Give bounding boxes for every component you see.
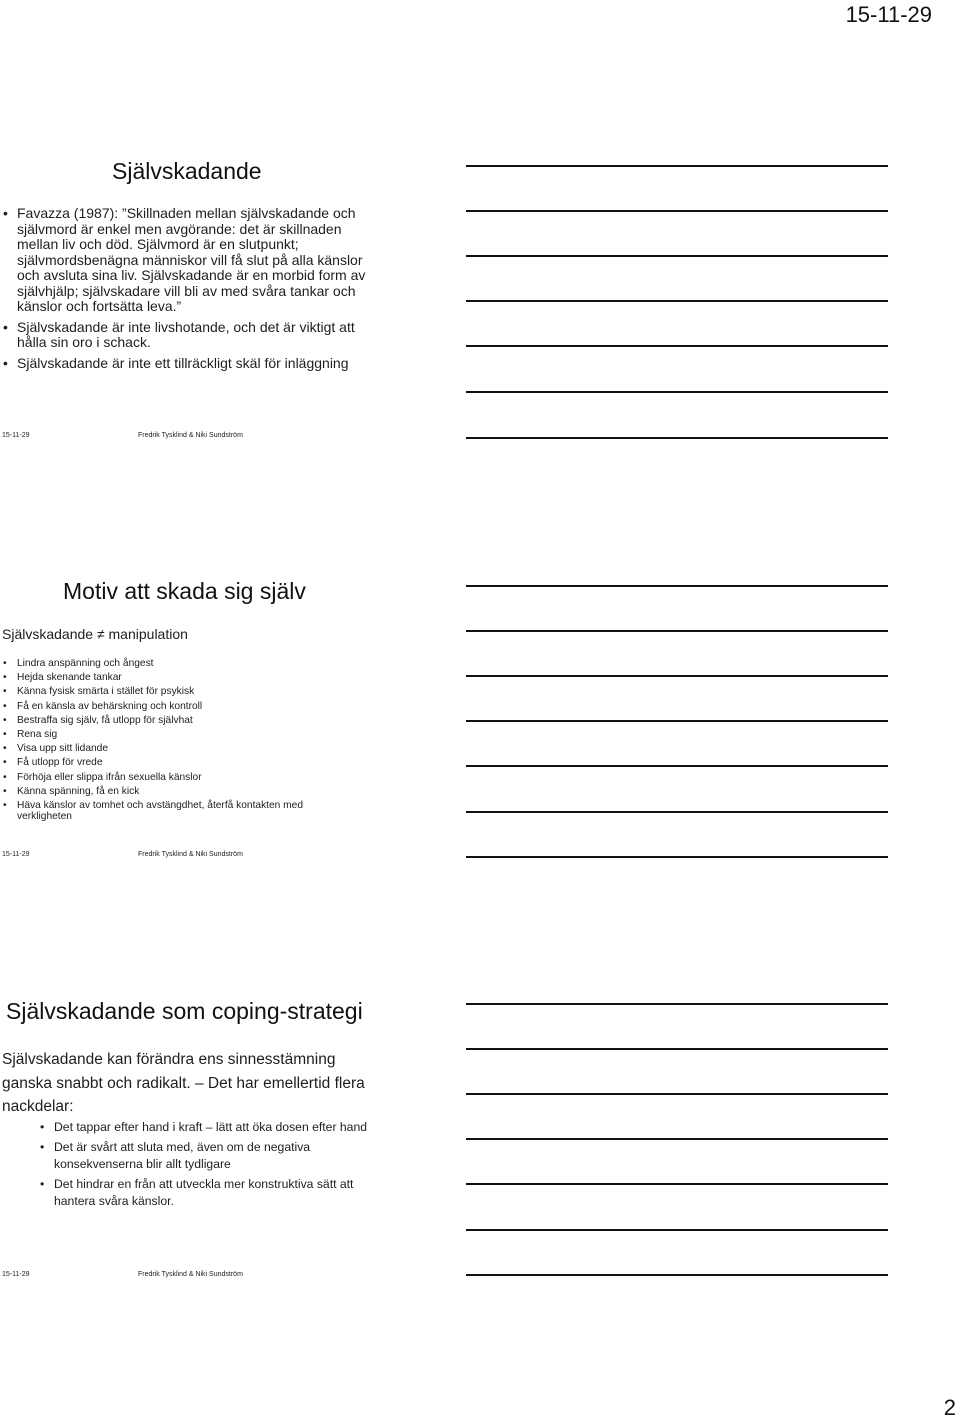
note-line [466,210,888,212]
note-line [466,391,888,393]
footer-date: 15-11-29 [2,1271,30,1278]
note-line [466,1003,888,1005]
note-line [466,255,888,257]
page-date: 15-11-29 [845,2,932,27]
notes-lines [466,585,888,865]
note-line [466,765,888,767]
list-item: • Häva känslor av tomhet och avstängdhet, återfå kontakten med verkligheten [17,800,337,823]
list-item: • Visa upp sitt lidande [17,743,337,754]
note-line [466,1138,888,1140]
list-item: • Förhöja eller slippa ifrån sexuella känslor [17,772,337,783]
bullet-list [17,206,379,376]
note-line [466,437,888,439]
note-line [466,856,888,858]
slide-title: Motiv att skada sig själv [63,578,306,604]
note-line [466,811,888,813]
list-item: • Känna fysisk smärta i stället för psykisk [17,686,337,697]
list-item: • Självskadande är inte ett tillräckligt skäl för inläggning [17,356,379,372]
note-line [466,1229,888,1231]
notes-lines [466,1003,888,1283]
notes-lines [466,165,888,445]
footer-authors: Fredrik Tysklind & Niki Sundström [138,851,243,858]
slide-title: Självskadande som coping-strategi [6,998,363,1024]
list-item: • Hejda skenande tankar [17,672,337,683]
list-item: • Få en känsla av behärskning och kontroll [17,701,337,712]
slide-3 [0,990,440,1290]
list-item: • Få utlopp för vrede [17,757,337,768]
slide-title: Självskadande [112,158,262,184]
slide-1 [0,150,440,450]
note-line [466,630,888,632]
list-item: • Det är svårt att sluta med, även om de negativa konsekvenserna blir allt tydligare [54,1139,374,1173]
footer-date: 15-11-29 [2,851,30,858]
note-line [466,1183,888,1185]
slide-intro: Självskadande ≠ manipulation [2,626,188,642]
footer-date: 15-11-29 [2,432,30,439]
note-line [466,165,888,167]
footer-authors: Fredrik Tysklind & Niki Sundström [138,432,243,439]
list-item: • Lindra anspänning och ångest [17,658,337,669]
slide-2 [0,570,440,870]
list-item: • Rena sig [17,729,337,740]
note-line [466,720,888,722]
list-item: • Det tappar efter hand i kraft – lätt att öka dosen efter hand [54,1119,374,1136]
bullet-list [17,658,337,826]
note-line [466,1274,888,1276]
note-line [466,585,888,587]
list-item: • Det hindrar en från att utveckla mer konstruktiva sätt att hantera svåra känslor. [54,1176,374,1210]
note-line [466,345,888,347]
list-item: • Självskadande är inte livshotande, och det är viktigt att hålla sin oro i schack. [17,320,379,351]
bullet-list [54,1119,374,1213]
footer-authors: Fredrik Tysklind & Niki Sundström [138,1271,243,1278]
note-line [466,300,888,302]
page-number: 2 [943,1395,956,1420]
note-line [466,1093,888,1095]
note-line [466,1048,888,1050]
slide-intro: Självskadande kan förändra ens sinnesstämning ganska snabbt och radikalt. – Det har emellertid flera nackdelar: [2,1051,365,1115]
list-item: • Känna spänning, få en kick [17,786,337,797]
list-item: • Bestraffa sig själv, få utlopp för självhat [17,715,337,726]
list-item: • Favazza (1987): ”Skillnaden mellan självskadande och självmord är enkel men avgörande: det är skillnaden mellan liv och död. Självmord är en slutpunkt; självmordsbenägna människor vill få slut på alla känslor och avsluta sina liv. Självskadande är en morbid form av självhjälp; självskadare vill bli av med svåra tankar och känslor och fortsätta leva.” [17,206,379,315]
note-line [466,675,888,677]
